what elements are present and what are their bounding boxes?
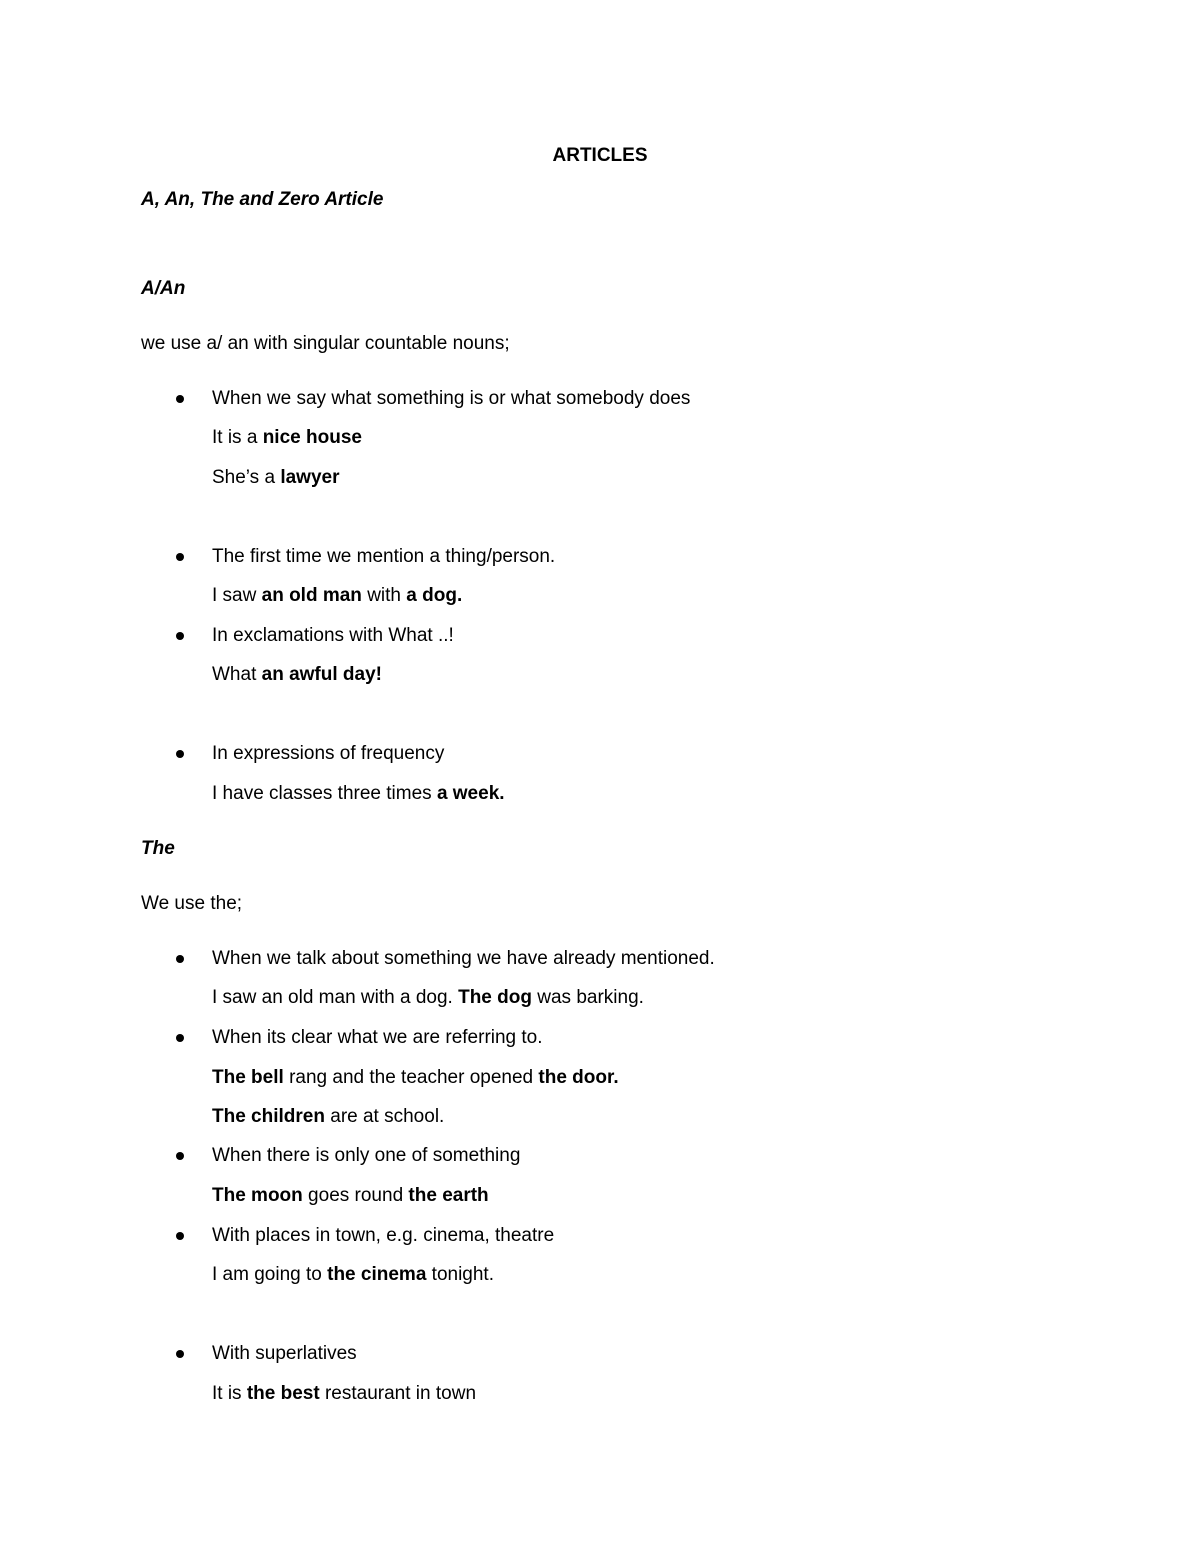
example-text	[212, 584, 462, 608]
example-plain: She’s	[212, 467, 265, 488]
rule-text: When there is only one of something	[212, 1145, 521, 1166]
section-heading-a-an: A/An	[141, 278, 186, 299]
example-text	[212, 986, 644, 1010]
example-text	[212, 1066, 619, 1090]
example-text	[212, 1263, 494, 1287]
rule-text: When we say what something is or what somebody does	[212, 388, 691, 409]
page-subtitle: A, An, The and Zero Article	[141, 189, 384, 210]
bullet-icon	[176, 1034, 184, 1042]
example-bold: nice house	[262, 427, 362, 448]
page-title: ARTICLES	[552, 145, 648, 166]
example-bold: The children	[212, 1106, 325, 1127]
example-plain: I saw an old man with a dog.	[212, 987, 459, 1008]
bullet-icon	[176, 553, 184, 561]
section-heading-the: The	[141, 838, 175, 859]
example-text	[212, 426, 362, 450]
example-bold: The dog	[458, 987, 532, 1008]
example-bold: The moon	[212, 1185, 303, 1206]
example-plain: a	[246, 427, 263, 448]
example-plain: restaurant in town	[319, 1383, 477, 1404]
bullet-icon	[176, 395, 184, 403]
example-text	[212, 1382, 476, 1406]
example-text	[212, 466, 339, 490]
example-bold: an old man	[261, 585, 362, 606]
example-plain: with	[361, 585, 407, 606]
example-bold: The bell	[212, 1067, 284, 1088]
example-bold: the best	[246, 1383, 320, 1404]
example-plain: It is	[212, 1383, 247, 1404]
rule-text: In exclamations with What ..!	[212, 625, 454, 646]
bullet-icon	[176, 1232, 184, 1240]
example-text	[212, 1105, 444, 1129]
example-plain: goes round	[302, 1185, 409, 1206]
example-plain: was barking.	[531, 987, 644, 1008]
example-bold: lawyer	[280, 467, 340, 488]
example-plain: a	[264, 467, 281, 488]
section-intro-the: We use the;	[141, 893, 243, 914]
rule-text: In expressions of frequency	[212, 743, 445, 764]
bullet-icon	[176, 1350, 184, 1358]
bullet-icon	[176, 750, 184, 758]
example-plain: I am going to	[212, 1264, 328, 1285]
example-plain: I have classes three times	[212, 783, 437, 804]
example-bold: the earth	[408, 1185, 489, 1206]
rule-text: When its clear what we are referring to.	[212, 1027, 543, 1048]
bullet-icon	[176, 1152, 184, 1160]
example-text	[212, 782, 505, 806]
bullet-icon	[176, 632, 184, 640]
rule-text: When we talk about something we have already mentioned.	[212, 948, 715, 969]
rule-text: With superlatives	[212, 1343, 357, 1364]
example-text	[212, 1184, 489, 1208]
example-bold: a dog.	[406, 585, 463, 606]
example-plain: tonight.	[426, 1264, 494, 1285]
example-plain: are at school.	[324, 1106, 445, 1127]
example-bold: an awful day!	[261, 664, 382, 685]
rule-text: With places in town, e.g. cinema, theatre	[212, 1225, 555, 1246]
example-text	[212, 663, 382, 687]
example-bold: a week.	[436, 783, 505, 804]
example-bold: the cinema	[327, 1264, 427, 1285]
section-intro-a-an: we use a/ an with singular countable nouns;	[141, 333, 510, 354]
example-plain: rang and the teacher opened	[283, 1067, 539, 1088]
bullet-icon	[176, 955, 184, 963]
example-plain: It is	[212, 427, 247, 448]
example-plain: I saw	[212, 585, 262, 606]
example-plain: What	[212, 664, 262, 685]
example-bold: the door.	[538, 1067, 619, 1088]
rule-text: The first time we mention a thing/person.	[212, 546, 556, 567]
